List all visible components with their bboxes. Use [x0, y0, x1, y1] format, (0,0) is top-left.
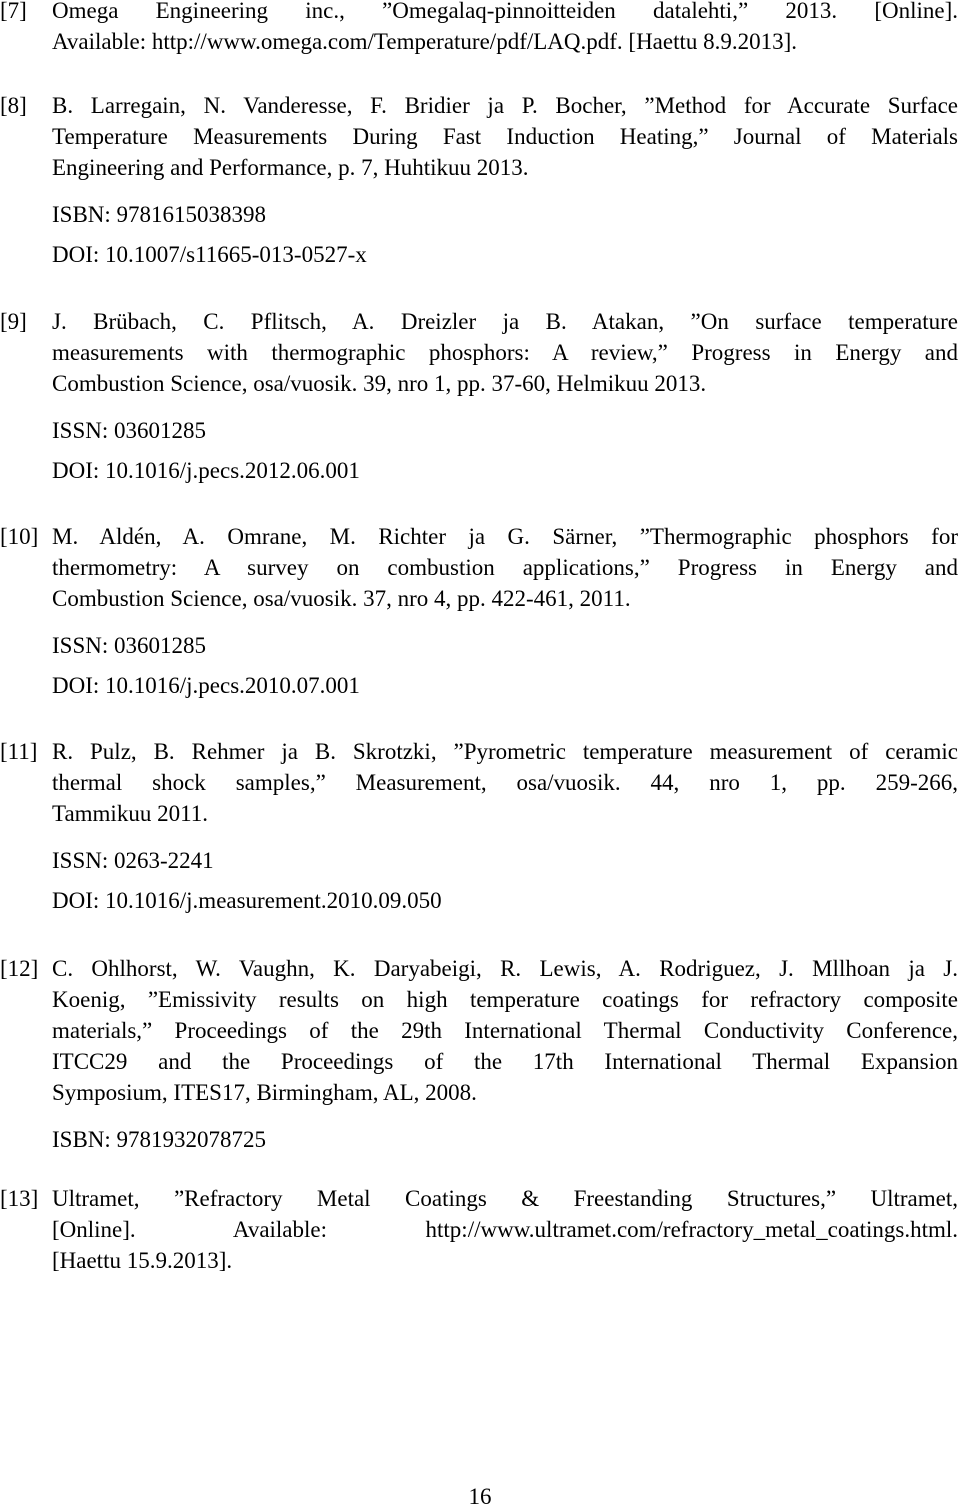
- reference-line: [Online]. Available: http://www.ultramet.com/refractory_metal_coatings.html.: [52, 1217, 958, 1242]
- reference-line: Combustion Science, osa/vuosik. 37, nro 4, pp. 422-461, 2011.: [52, 586, 631, 611]
- reference-line: Koenig, ”Emissivity results on high temperature coatings for refractory composite: [52, 987, 958, 1012]
- reference-line: Tammikuu 2011.: [52, 801, 208, 826]
- reference-text: [52, 306, 958, 483]
- reference-number: [10]: [0, 524, 39, 549]
- reference-number: [13]: [0, 1186, 39, 1211]
- reference-line: materials,” Proceedings of the 29th International Thermal Conductivity Conference,: [52, 1018, 958, 1043]
- reference-text: [52, 953, 958, 1152]
- reference-number: [7]: [0, 0, 27, 23]
- reference-line: M. Aldén, A. Omrane, M. Richter ja G. Särner, ”Thermographic phosphors for: [52, 524, 958, 549]
- reference-identifier: ISSN: 03601285: [52, 633, 206, 658]
- reference-text: [52, 521, 958, 698]
- reference-text: [52, 90, 958, 267]
- reference-doi: DOI: 10.1016/j.pecs.2012.06.001: [52, 458, 360, 483]
- reference-line: thermal shock samples,” Measurement, osa/vuosik. 44, nro 1, pp. 259-266,: [52, 770, 958, 795]
- reference-doi: DOI: 10.1016/j.measurement.2010.09.050: [52, 888, 442, 913]
- reference-identifier: ISBN: 9781932078725: [52, 1127, 267, 1152]
- reference-line: Symposium, ITES17, Birmingham, AL, 2008.: [52, 1080, 477, 1105]
- reference-text: [52, 1183, 958, 1276]
- reference-line: Engineering and Performance, p. 7, Huhtikuu 2013.: [52, 155, 529, 180]
- reference-doi: DOI: 10.1007/s11665-013-0527-x: [52, 242, 367, 267]
- reference-line: [Haettu 15.9.2013].: [52, 1248, 233, 1273]
- reference-line: thermometry: A survey on combustion applications,” Progress in Energy and: [52, 555, 958, 580]
- reference-text: [52, 0, 958, 57]
- reference-text: [52, 736, 958, 913]
- reference-line: measurements with thermographic phosphors: A review,” Progress in Energy and: [52, 340, 958, 365]
- reference-line: Combustion Science, osa/vuosik. 39, nro 1, pp. 37-60, Helmikuu 2013.: [52, 371, 707, 396]
- reference-line: C. Ohlhorst, W. Vaughn, K. Daryabeigi, R. Lewis, A. Rodriguez, J. Mllhoan ja J.: [52, 956, 958, 981]
- reference-line: Available: http://www.omega.com/Temperature/pdf/LAQ.pdf. [Haettu 8.9.2013].: [52, 29, 798, 54]
- page-number: 16: [468, 1484, 492, 1509]
- reference-line: Temperature Measurements During Fast Induction Heating,” Journal of Materials: [52, 124, 958, 149]
- reference-number: [12]: [0, 956, 39, 981]
- reference-line: R. Pulz, B. Rehmer ja B. Skrotzki, ”Pyrometric temperature measurement of ceramic: [52, 739, 958, 764]
- reference-identifier: ISBN: 9781615038398: [52, 202, 267, 227]
- reference-number: [8]: [0, 93, 27, 118]
- reference-identifier: ISSN: 0263-2241: [52, 848, 214, 873]
- reference-line: J. Brübach, C. Pflitsch, A. Dreizler ja B. Atakan, ”On surface temperature: [52, 309, 958, 334]
- reference-line: Ultramet, ”Refractory Metal Coatings & Freestanding Structures,” Ultramet,: [52, 1186, 958, 1211]
- reference-doi: DOI: 10.1016/j.pecs.2010.07.001: [52, 673, 360, 698]
- reference-number: [9]: [0, 309, 27, 334]
- reference-line: B. Larregain, N. Vanderesse, F. Bridier ja P. Bocher, ”Method for Accurate Surface: [52, 93, 958, 118]
- reference-line: ITCC29 and the Proceedings of the 17th International Thermal Expansion: [52, 1049, 958, 1074]
- reference-number: [11]: [0, 739, 38, 764]
- reference-identifier: ISSN: 03601285: [52, 418, 206, 443]
- reference-line: Omega Engineering inc., ”Omegalaq-pinnoitteiden datalehti,” 2013. [Online].: [52, 0, 958, 23]
